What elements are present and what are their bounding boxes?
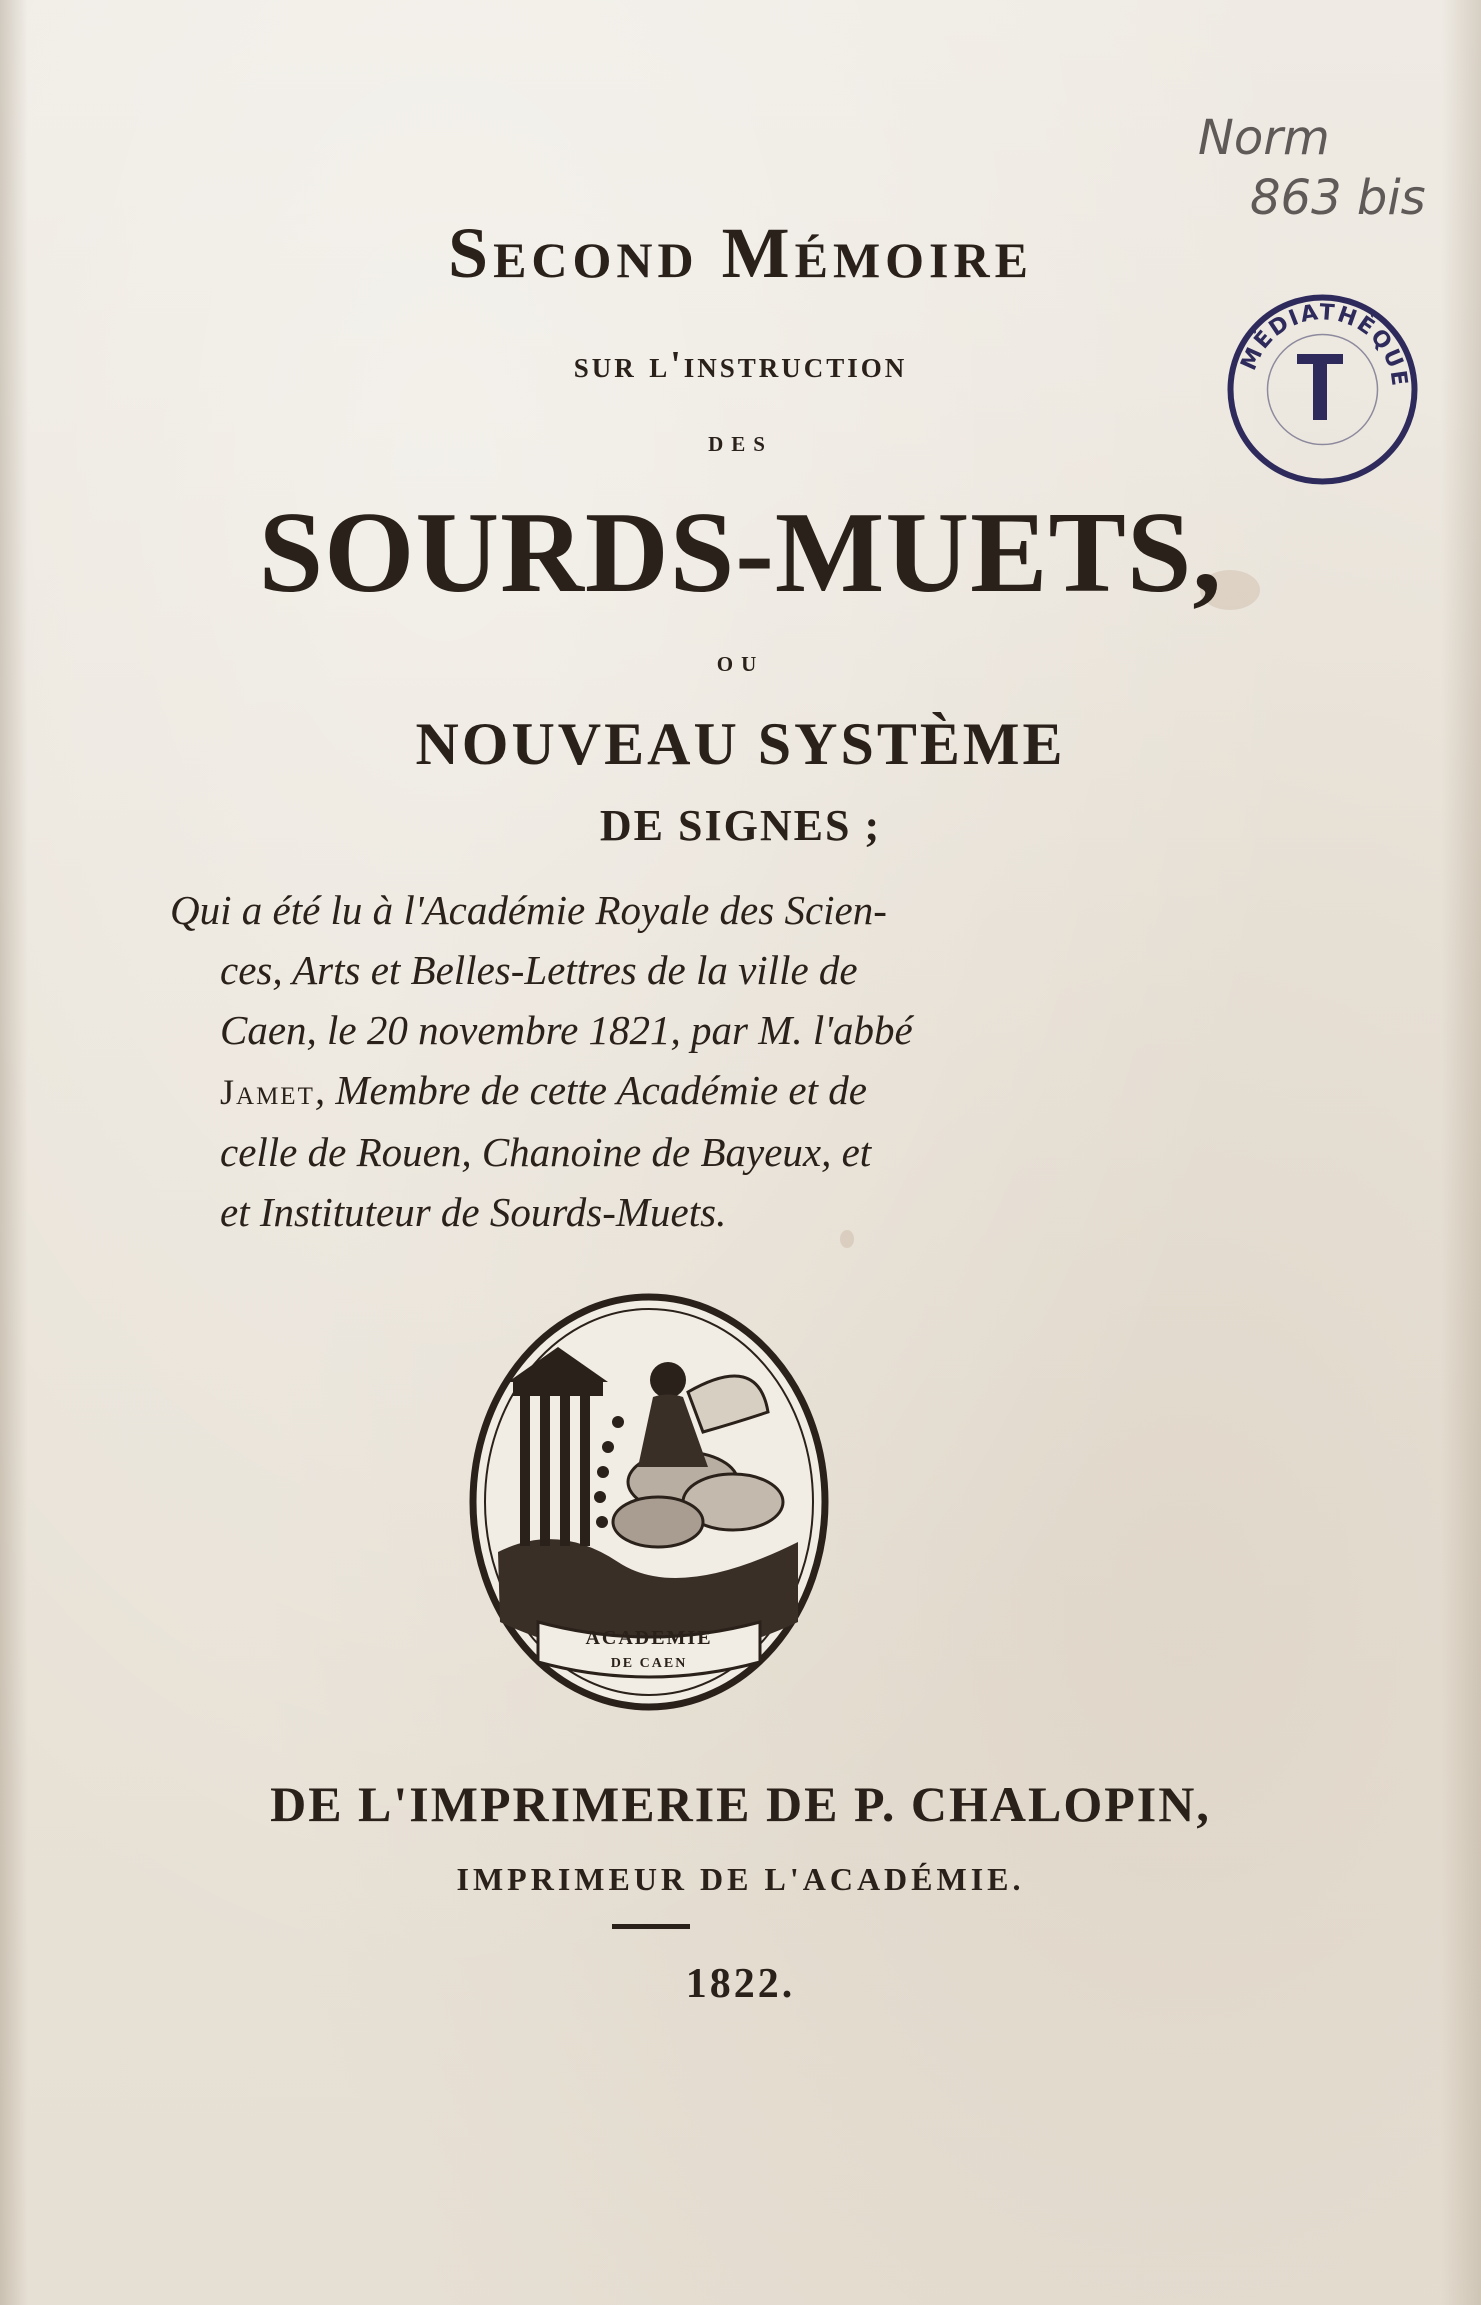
pencil-shelfmark bbox=[1198, 108, 1478, 228]
divider-rule bbox=[612, 1924, 690, 1929]
title-line-6: NOUVEAU SYSTÈME bbox=[415, 711, 1066, 777]
emblem-inscription-2: DE CAEN bbox=[610, 1656, 688, 1671]
imprint-title: IMPRIMEUR DE L'ACADÉMIE. bbox=[456, 1861, 1025, 1897]
title-line-1: Second Mémoire bbox=[448, 213, 1033, 293]
shelfmark-line-2: 863 bis bbox=[1250, 170, 1426, 226]
subtitle-line: Caen, le 20 novembre 1821, par M. l'abbé bbox=[220, 1007, 913, 1053]
title-line-3: des bbox=[708, 425, 773, 458]
subtitle-line: celle de Rouen, Chanoine de Bayeux, et bbox=[220, 1129, 872, 1175]
subtitle-line: ces, Arts et Belles-Lettres de la ville de bbox=[220, 947, 858, 993]
stamp-text: MÉDIATHÈQUE bbox=[1236, 300, 1412, 390]
author-name: Jamet bbox=[220, 1072, 315, 1112]
emblem-inscription-1: ACADEMIE bbox=[585, 1627, 713, 1649]
title-line-2: sur l'instruction bbox=[573, 344, 908, 386]
imprint-printer: DE L'IMPRIMERIE DE P. CHALOPIN, bbox=[270, 1776, 1211, 1832]
title-line-5: ou bbox=[716, 645, 765, 678]
title-line-7: DE SIGNES ; bbox=[599, 801, 882, 850]
subtitle-line: Qui a été lu à l'Académie Royale des Scien- bbox=[170, 887, 887, 933]
publication-year: 1822. bbox=[685, 1961, 796, 2007]
shelfmark-line-1: Norm bbox=[1198, 110, 1330, 166]
title-main: SOURDS-MUETS, bbox=[258, 489, 1223, 617]
academie-de-caen-emblem-icon bbox=[468, 1292, 830, 1712]
subtitle-line: Membre de cette Académie et de bbox=[335, 1067, 867, 1113]
subtitle-line: et Instituteur de Sourds-Muets. bbox=[220, 1189, 727, 1235]
subtitle-line-author: Jamet, Membre de cette Académie et de bbox=[220, 1067, 867, 1113]
subtitle-paragraph bbox=[170, 880, 1130, 1242]
